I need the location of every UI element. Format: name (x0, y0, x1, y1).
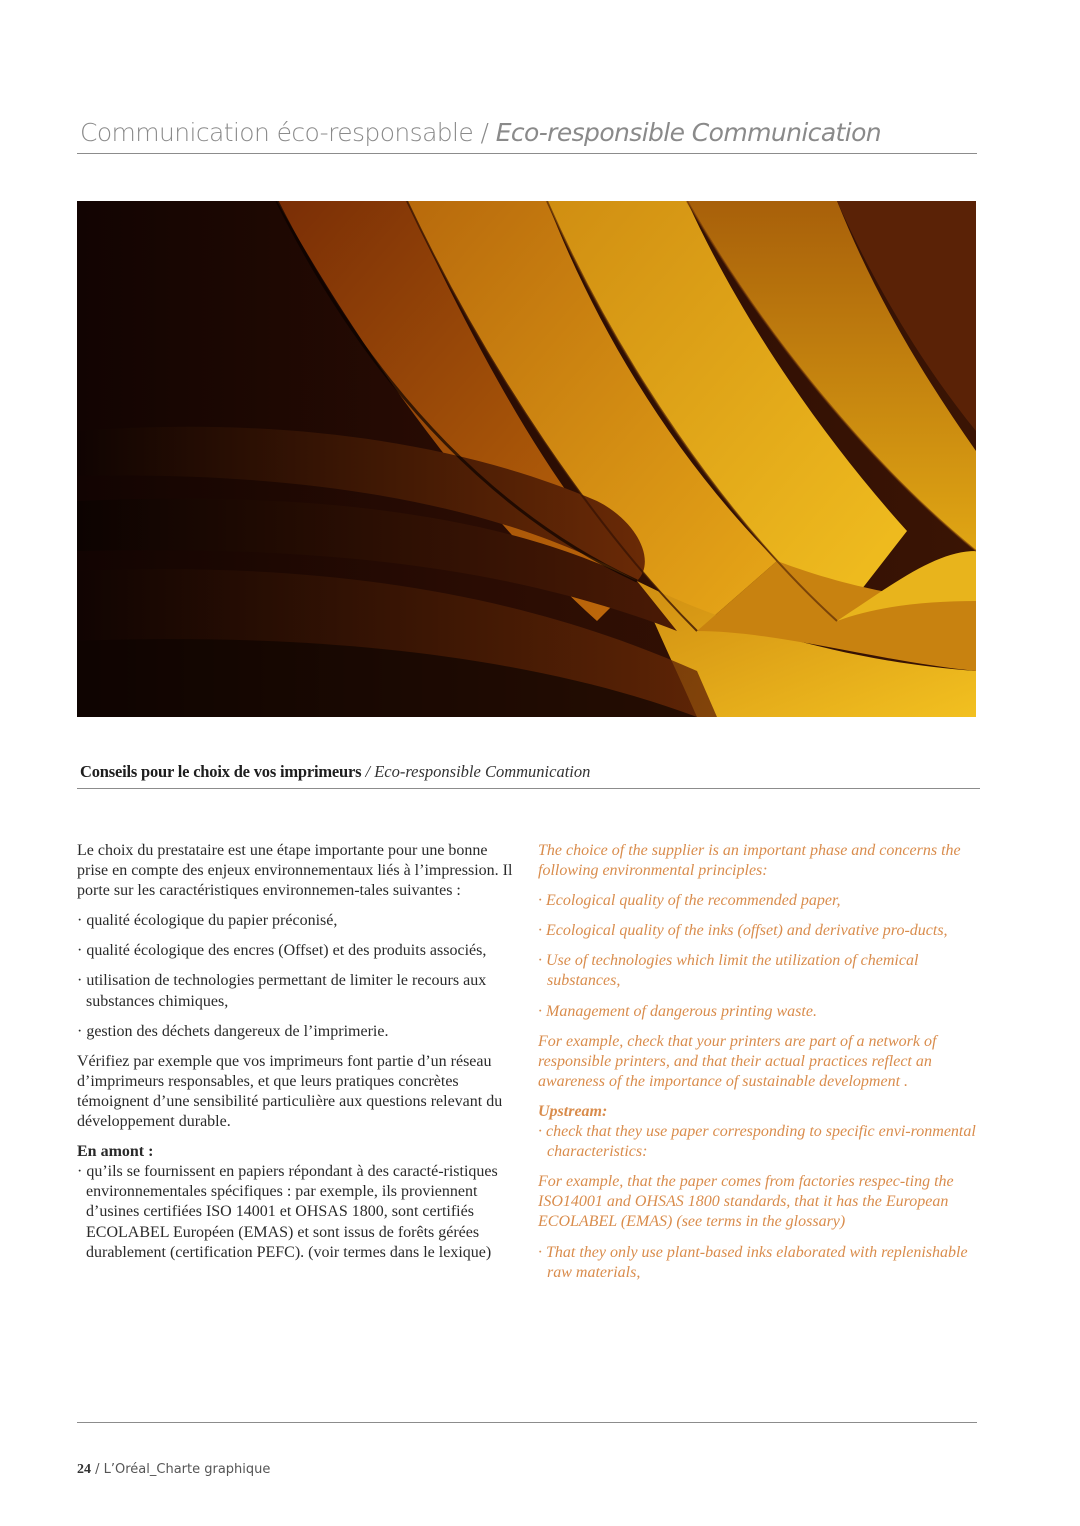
english-bullet: · Ecological quality of the inks (offset) and derivative pro-ducts, (538, 922, 948, 940)
folded-paper-photo (77, 201, 976, 717)
english-example: For example, check that your printers are part of a network of responsible printers, and that their actual practices reflect an awareness of the importance of sustainable development . (538, 1032, 937, 1090)
section-rule (77, 788, 980, 789)
footer-label: / L’Oréal_Charte graphique (91, 1462, 271, 1477)
footer-rule (77, 1422, 977, 1423)
page-number: 24 (77, 1462, 91, 1477)
english-upstream-heading: Upstream: (538, 1102, 608, 1120)
english-intro: The choice of the supplier is an important phase and concerns the following environmental principles: (538, 842, 961, 880)
header-rule (77, 153, 977, 154)
header-separator: / (473, 118, 496, 147)
french-bullet: · gestion des déchets dangereux de l’imprimerie. (77, 1022, 389, 1040)
english-bullet: · Management of dangerous printing waste. (538, 1002, 817, 1020)
english-column (538, 841, 986, 1293)
english-upstream-bullet: · check that they use paper corresponding to specific envi-ronmental characteristics: (538, 1123, 976, 1161)
page-footer (77, 1462, 270, 1478)
page-header (80, 118, 976, 148)
header-title-fr: Communication éco-responsable (80, 118, 474, 147)
section-title (80, 762, 976, 782)
french-intro: Le choix du prestataire est une étape importante pour une bonne prise en compte des enjeux environnementaux liés à l’impression. Il porte sur les caractéristiques environnemen-tales suivantes : (77, 842, 513, 900)
section-title-en: / Eco-responsible Communication (365, 762, 591, 781)
english-bullet: · Ecological quality of the recommended paper, (538, 892, 841, 910)
french-upstream-heading: En amont : (77, 1143, 154, 1161)
french-upstream-bullet: · qu’ils se fournissent en papiers répondant à des caracté-ristiques environnementales spécifiques : par exemple, ils proviennent d’usines certifiées ISO 14001 et OHSAS 1800, sont certifiés ECOLABEL Européen (EMAS) et sont issus de forêts gérées durablement (certification PEFC). (voir termes dans le lexique) (77, 1163, 498, 1261)
french-bullet: · qualité écologique des encres (Offset) et des produits associés, (77, 942, 487, 960)
english-upstream-bullet-2: · That they only use plant-based inks elaborated with replenishable raw materials, (538, 1243, 968, 1281)
section-title-fr: Conseils pour le choix de vos imprimeurs (80, 762, 362, 781)
french-column (77, 841, 522, 1273)
header-title-en: Eco-responsible Communication (495, 118, 882, 147)
english-upstream-example: For example, that the paper comes from factories respec-ting the ISO14001 and OHSAS 1800 standards, that it has the European ECOLABEL (EMAS) (see terms in the glossary) (538, 1173, 954, 1231)
french-bullet: · qualité écologique du papier préconisé, (77, 912, 338, 930)
english-bullet: · Use of technologies which limit the utilization of chemical substances, (538, 952, 919, 990)
french-bullet: · utilisation de technologies permettant de limiter le recours aux substances chimiques, (77, 972, 487, 1010)
french-example: Vérifiez par exemple que vos imprimeurs font partie d’un réseau d’imprimeurs responsables, et que leurs pratiques concrètes témoignent d’une sensibilité particulière aux questions relevant du développement durable. (77, 1052, 503, 1131)
